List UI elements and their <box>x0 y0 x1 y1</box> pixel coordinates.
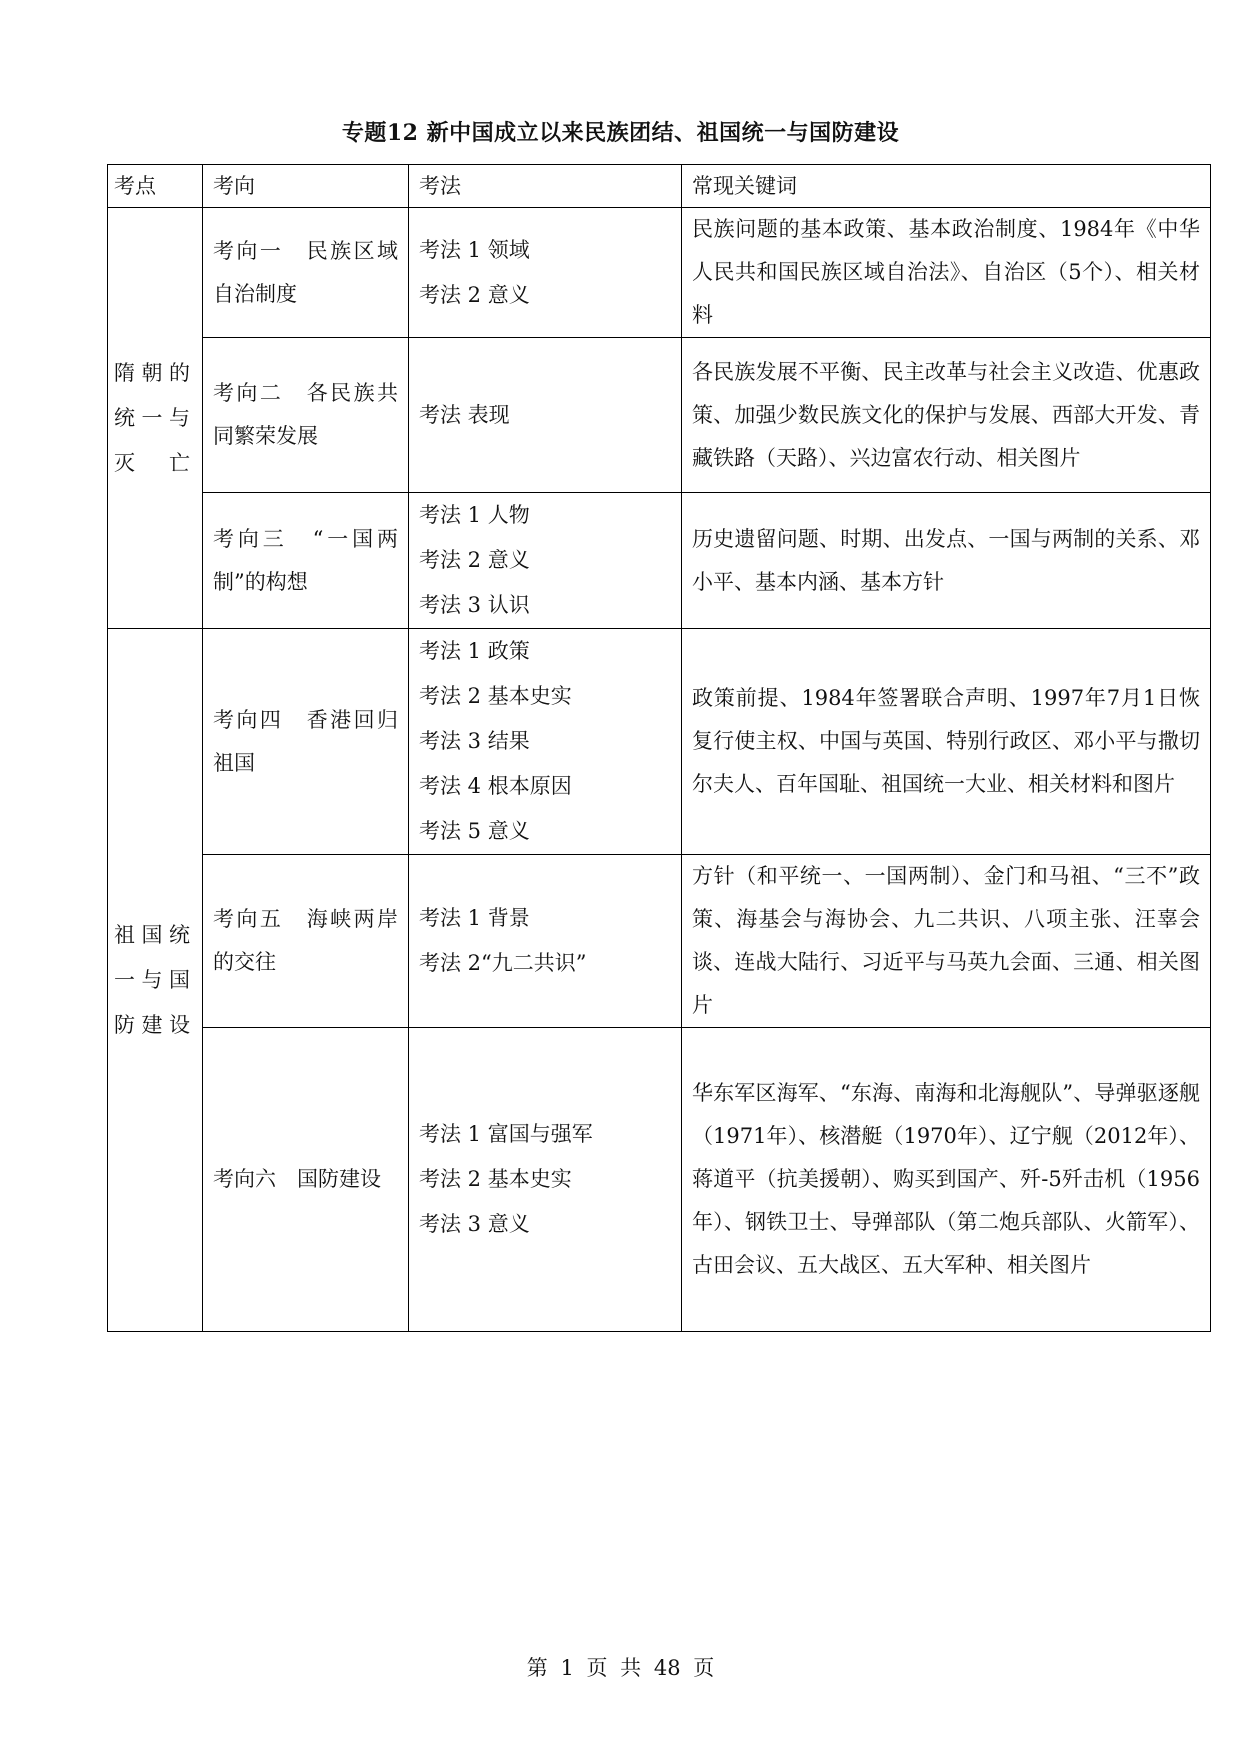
kaofa-item: 考法 1 人物 <box>419 503 530 527</box>
kaodian-cell: 祖国统一与国防建设 <box>108 629 203 1332</box>
keywords-cell: 历史遗留问题、时期、出发点、一国与两制的关系、邓小平、基本内涵、基本方针 <box>682 493 1211 629</box>
page-title: 专题12 新中国成立以来民族团结、祖国统一与国防建设 <box>341 120 900 146</box>
kaofa-item: 考法 2“九二共识” <box>419 951 587 975</box>
kaofa-item: 考法 2 意义 <box>419 282 530 307</box>
exam-topic-table <box>107 164 1211 1332</box>
kaofa-item: 考法 3 认识 <box>419 593 530 617</box>
kaofa-cell <box>409 629 682 855</box>
kaofa-item: 考法 1 政策 <box>419 639 530 663</box>
keywords-cell: 方针（和平统一、一国两制）、金门和马祖、“三不”政策、海基会与海协会、九二共识、八项主张、汪辜会谈、连战大陆行、习近平与马英九会面、三通、相关图片 <box>682 855 1211 1028</box>
kaoxiang-cell: 考向二 各民族共同繁荣发展 <box>203 338 409 493</box>
table-row <box>108 629 1211 855</box>
table-row <box>108 338 1211 493</box>
table-row <box>108 493 1211 629</box>
kaofa-cell <box>409 493 682 629</box>
keywords-cell: 政策前提、1984年签署联合声明、1997年7月1日恢复行使主权、中国与英国、特别行政区、邓小平与撒切尔夫人、百年国耻、祖国统一大业、相关材料和图片 <box>682 629 1211 855</box>
keywords-cell: 民族问题的基本政策、基本政治制度、1984年《中华人民共和国民族区域自治法》、自治区（5个）、相关材料 <box>682 208 1211 338</box>
header-kaofa: 考法 <box>409 165 682 208</box>
kaofa-cell <box>409 855 682 1028</box>
kaofa-item: 考法 3 意义 <box>419 1212 530 1236</box>
keywords-cell: 华东军区海军、“东海、南海和北海舰队”、导弹驱逐舰（1971年）、核潜艇（1970年）、辽宁舰（2012年）、蒋道平（抗美援朝）、购买到国产、歼-5歼击机（1956年）、钢铁卫士、导弹部队（第二炮兵部队、火箭军）、古田会议、五大战区、五大军种、相关图片 <box>682 1028 1211 1332</box>
kaofa-item: 考法 3 结果 <box>419 729 530 753</box>
table-row <box>108 1028 1211 1332</box>
kaofa-cell <box>409 208 682 338</box>
kaoxiang-cell: 考向三 “一国两制”的构想 <box>203 493 409 629</box>
kaofa-item: 考法 5 意义 <box>419 819 530 843</box>
kaofa-item: 考法 1 背景 <box>419 906 530 930</box>
kaoxiang-cell: 考向五 海峡两岸的交往 <box>203 855 409 1028</box>
header-kaodian: 考点 <box>108 165 203 208</box>
table-row <box>108 855 1211 1028</box>
table-header-row <box>108 165 1211 208</box>
kaofa-item: 考法 2 意义 <box>419 548 530 572</box>
header-kaoxiang: 考向 <box>203 165 409 208</box>
page-footer: 第 1 页 共 48 页 <box>526 1656 715 1680</box>
kaofa-item: 考法 2 基本史实 <box>419 1167 572 1191</box>
kaofa-item: 考法 1 富国与强军 <box>419 1122 593 1146</box>
kaoxiang-cell: 考向四 香港回归祖国 <box>203 629 409 855</box>
kaofa-item: 考法 4 根本原因 <box>419 774 572 798</box>
kaoxiang-cell: 考向一 民族区域自治制度 <box>203 208 409 338</box>
keywords-cell: 各民族发展不平衡、民主改革与社会主义改造、优惠政策、加强少数民族文化的保护与发展、西部大开发、青藏铁路（天路）、兴边富农行动、相关图片 <box>682 338 1211 493</box>
kaofa-cell <box>409 338 682 493</box>
kaodian-cell: 隋朝的统一与灭亡 <box>108 208 203 629</box>
kaofa-item: 考法 表现 <box>419 402 510 427</box>
kaofa-item: 考法 1 领域 <box>419 237 530 262</box>
kaofa-cell <box>409 1028 682 1332</box>
header-keywords: 常现关键词 <box>682 165 1211 208</box>
table-row <box>108 208 1211 338</box>
kaofa-item: 考法 2 基本史实 <box>419 684 572 708</box>
kaoxiang-cell: 考向六 国防建设 <box>203 1028 409 1332</box>
